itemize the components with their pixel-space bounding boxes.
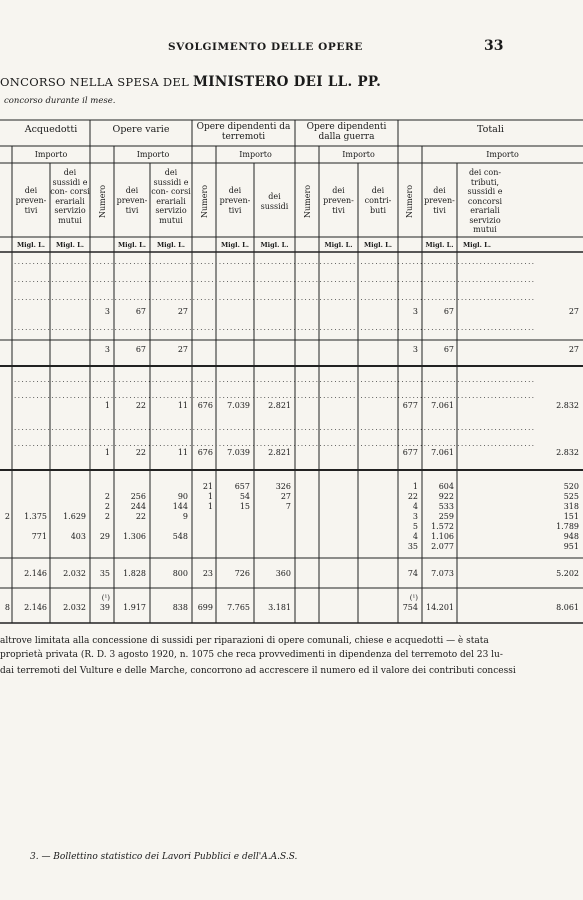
leader-dots: ............................................................................................................................................ bbox=[14, 294, 536, 302]
cell-tot-varie-note: (¹) bbox=[101, 594, 110, 602]
cell-r1-tot-contributi: 27 bbox=[568, 307, 579, 316]
detail-cell-terr-2: 7 bbox=[285, 502, 291, 511]
cell-r3-tot-contributi: 2.832 bbox=[556, 401, 579, 410]
detail-cell-terr-2: 27 bbox=[280, 492, 291, 501]
cell-r2-varie-preventivi: 67 bbox=[135, 345, 146, 354]
page-number: 33 bbox=[484, 38, 504, 54]
leader-dots: ............................................................................................................................................ bbox=[14, 324, 536, 332]
table-title bbox=[0, 74, 381, 90]
detail-cell-tot-1: 1.572 bbox=[431, 522, 454, 531]
cell-sub-tot-numero: 74 bbox=[407, 569, 418, 578]
importo-terremoti: Importo bbox=[239, 150, 272, 159]
detail-cell-tot-1: 533 bbox=[438, 502, 454, 511]
cell-r3-tot-preventivi: 7.061 bbox=[431, 401, 454, 410]
cell-r4-terr-preventivi: 7.039 bbox=[227, 448, 250, 457]
unit-tot-2: Migl. L. bbox=[462, 241, 492, 249]
detail-cell-tot-2: 1.789 bbox=[556, 522, 579, 531]
unit-terr-1: Migl. L. bbox=[220, 241, 250, 249]
detail-cell-tot-1: 604 bbox=[438, 482, 454, 491]
detail-cell-tot-1: 259 bbox=[438, 512, 454, 521]
unit-terr-2: Migl. L. bbox=[260, 241, 289, 249]
detail-cell-varie-0: 2 bbox=[104, 492, 110, 501]
detail-cell-terr-1: 15 bbox=[239, 502, 250, 511]
cell-sub-varie-numero: 35 bbox=[99, 569, 110, 578]
detail-cell-varie-2: 548 bbox=[172, 532, 188, 541]
unit-tot-1: Migl. L. bbox=[425, 241, 454, 249]
numero-guerra: Numero bbox=[303, 184, 312, 218]
cell-tot-terr-numero: 699 bbox=[197, 603, 213, 612]
cell-tot-terr-sussidi: 3.181 bbox=[268, 603, 291, 612]
cell-sub-acq-preventivi: 2.146 bbox=[24, 569, 47, 578]
cell-tot-tot-numero: 754 bbox=[402, 603, 418, 612]
col-guerra-contributi: dei contri- buti bbox=[364, 186, 392, 215]
cell-r3-terr-sussidi: 2.821 bbox=[268, 401, 291, 410]
detail-cell-varie-2: 90 bbox=[177, 492, 188, 501]
unit-acq-2: Migl. L. bbox=[55, 241, 85, 249]
cell-r1-tot-numero: 3 bbox=[412, 307, 418, 316]
detail-cell-tot-2: 151 bbox=[563, 512, 579, 521]
group-opere-varie: Opere varie bbox=[112, 124, 170, 135]
cell-r3-terr-preventivi: 7.039 bbox=[227, 401, 250, 410]
cell-r2-varie-sussidi: 27 bbox=[177, 345, 188, 354]
detail-cell-varie-1: 244 bbox=[130, 502, 146, 511]
group-totali: Totali bbox=[477, 124, 504, 135]
cell-r4-varie-numero: 1 bbox=[104, 448, 110, 457]
detail-cell-tot-0: 1 bbox=[412, 482, 418, 491]
cell-sub-acq-sussidi: 2.032 bbox=[63, 569, 86, 578]
group-guerra: Opere dipendenti dalla guerra bbox=[306, 122, 387, 142]
statistics-table bbox=[0, 118, 583, 628]
col-varie-sussidi: dei sussidi e con- corsi erariali servizio mutui bbox=[151, 168, 191, 225]
leader-dots: ............................................................................................................................................ bbox=[14, 376, 536, 384]
cell-sub-terr-preventivi: 726 bbox=[234, 569, 250, 578]
footnote-line-3: dai terremoti del Vulture e delle Marche, concorrono ad accrescere il numero ed il valore dei contributi concessi bbox=[0, 666, 516, 676]
cell-r4-tot-contributi: 2.832 bbox=[556, 448, 579, 457]
running-title: SVOLGIMENTO DELLE OPERE bbox=[168, 41, 363, 53]
cell-r4-terr-sussidi: 2.821 bbox=[268, 448, 291, 457]
col-terr-preventivi: dei preven- tivi bbox=[219, 186, 251, 215]
cell-r1-varie-numero: 3 bbox=[104, 307, 110, 316]
detail-cell-acq-1: 1.375 bbox=[24, 512, 47, 521]
detail-cell-acq-0: 2 bbox=[4, 512, 10, 521]
cell-r2-varie-numero: 3 bbox=[104, 345, 110, 354]
detail-cell-tot-0: 5 bbox=[412, 522, 418, 531]
cell-r4-terr-numero: 676 bbox=[197, 448, 213, 457]
col-tot-preventivi: dei preven- tivi bbox=[424, 186, 455, 215]
col-acq-sussidi: dei sussidi e con- corsi erariali servizio mutui bbox=[50, 168, 90, 225]
detail-cell-terr-1: 657 bbox=[234, 482, 250, 491]
detail-cell-tot-0: 22 bbox=[407, 492, 418, 501]
cell-sub-terr-numero: 23 bbox=[202, 569, 213, 578]
detail-cell-tot-2: 948 bbox=[563, 532, 579, 541]
leader-dots: ............................................................................................................................................ bbox=[14, 276, 536, 284]
cell-r1-varie-preventivi: 67 bbox=[135, 307, 146, 316]
leader-dots: ............................................................................................................................................ bbox=[14, 424, 536, 432]
cell-r1-varie-sussidi: 27 bbox=[177, 307, 188, 316]
col-varie-preventivi: dei preven- tivi bbox=[116, 186, 148, 215]
detail-cell-tot-2: 525 bbox=[563, 492, 579, 501]
detail-cell-tot-0: 3 bbox=[412, 512, 418, 521]
cell-r3-varie-sussidi: 11 bbox=[177, 401, 188, 410]
detail-cell-tot-1: 2.077 bbox=[431, 542, 454, 551]
unit-acq-1: Migl. L. bbox=[16, 241, 46, 249]
unit-guerra-2: Migl. L. bbox=[363, 241, 393, 249]
detail-cell-varie-0: 2 bbox=[104, 502, 110, 511]
detail-cell-tot-0: 4 bbox=[412, 502, 418, 511]
leader-dots: ............................................................................................................................................ bbox=[14, 392, 536, 400]
cell-tot-varie-sussidi: 838 bbox=[172, 603, 188, 612]
cell-r3-tot-numero: 677 bbox=[402, 401, 418, 410]
cell-tot-acq-numero: 8 bbox=[4, 603, 10, 612]
detail-cell-tot-0: 35 bbox=[407, 542, 418, 551]
col-acq-preventivi: dei preven- tivi bbox=[15, 186, 47, 215]
footnote-line-2: proprietà privata (R. D. 3 agosto 1920, n. 1075 che reca provvedimenti in dipendenza del terremoto del 23 lu- bbox=[0, 650, 503, 660]
detail-cell-varie-2: 9 bbox=[182, 512, 188, 521]
numero-terremoti: Numero bbox=[200, 184, 209, 218]
detail-cell-terr-0: 21 bbox=[202, 482, 213, 491]
table-subtitle: concorso durante il mese. bbox=[4, 96, 116, 106]
detail-cell-varie-0: 29 bbox=[99, 532, 110, 541]
cell-r2-tot-preventivi: 67 bbox=[443, 345, 454, 354]
cell-r3-varie-numero: 1 bbox=[104, 401, 110, 410]
cell-r4-varie-sussidi: 11 bbox=[177, 448, 188, 457]
cell-tot-varie-numero: 39 bbox=[99, 603, 110, 612]
cell-r3-varie-preventivi: 22 bbox=[135, 401, 146, 410]
cell-tot-terr-preventivi: 7.765 bbox=[227, 603, 250, 612]
cell-tot-acq-sussidi: 2.032 bbox=[63, 603, 86, 612]
cell-r1-tot-preventivi: 67 bbox=[443, 307, 454, 316]
table-title-prefix: ONCORSO NELLA SPESA DEL bbox=[0, 75, 193, 89]
group-acquedotti: Acquedotti bbox=[24, 124, 78, 135]
cell-r4-tot-preventivi: 7.061 bbox=[431, 448, 454, 457]
unit-varie-1: Migl. L. bbox=[117, 241, 147, 249]
cell-r2-tot-numero: 3 bbox=[412, 345, 418, 354]
detail-cell-acq-2: 403 bbox=[70, 532, 86, 541]
detail-cell-varie-0: 2 bbox=[104, 512, 110, 521]
detail-cell-varie-1: 256 bbox=[130, 492, 146, 501]
detail-cell-tot-2: 951 bbox=[563, 542, 579, 551]
detail-cell-varie-1: 22 bbox=[135, 512, 146, 521]
leader-dots: ............................................................................................................................................ bbox=[14, 258, 536, 266]
cell-tot-tot-note: (¹) bbox=[409, 594, 418, 602]
col-terr-sussidi: dei sussidi bbox=[260, 192, 289, 211]
importo-acquedotti: Importo bbox=[34, 150, 68, 159]
detail-cell-tot-1: 922 bbox=[438, 492, 454, 501]
detail-cell-terr-0: 1 bbox=[207, 492, 213, 501]
importo-guerra: Importo bbox=[342, 150, 375, 159]
detail-cell-terr-2: 326 bbox=[275, 482, 291, 491]
detail-cell-acq-2: 1.629 bbox=[63, 512, 86, 521]
cell-r3-terr-numero: 676 bbox=[197, 401, 213, 410]
detail-cell-tot-1: 1.106 bbox=[431, 532, 454, 541]
cell-sub-varie-sussidi: 800 bbox=[172, 569, 188, 578]
detail-cell-tot-2: 520 bbox=[563, 482, 579, 491]
col-guerra-preventivi: dei preven- tivi bbox=[323, 186, 354, 215]
numero-totali: Numero bbox=[405, 184, 414, 218]
cell-tot-tot-preventivi: 14.201 bbox=[426, 603, 454, 612]
detail-cell-varie-2: 144 bbox=[172, 502, 188, 511]
group-terremoti: Opere dipendenti da terremoti bbox=[196, 122, 291, 142]
numero-opere-varie: Numero bbox=[98, 184, 107, 218]
detail-cell-varie-1: 1.306 bbox=[123, 532, 146, 541]
detail-cell-tot-0: 4 bbox=[412, 532, 418, 541]
footnote-line-1: altrove limitata alla concessione di sussidi per riparazioni di opere comunali, chiese e acquedotti — è stata bbox=[0, 636, 489, 646]
cell-r2-tot-contributi: 27 bbox=[568, 345, 579, 354]
importo-totali: Importo bbox=[486, 150, 519, 159]
table-title-ministry: MINISTERO DEI LL. PP. bbox=[193, 74, 382, 90]
cell-sub-tot-contributi: 5.202 bbox=[556, 569, 579, 578]
col-tot-contributi: dei con- tributi, sussidi e concorsi erariali servizio mutui bbox=[467, 168, 503, 234]
cell-sub-terr-sussidi: 360 bbox=[275, 569, 291, 578]
cell-tot-varie-preventivi: 1.917 bbox=[123, 603, 146, 612]
cell-sub-varie-preventivi: 1.828 bbox=[123, 569, 146, 578]
unit-varie-2: Migl. L. bbox=[156, 241, 186, 249]
cell-sub-tot-preventivi: 7.073 bbox=[431, 569, 454, 578]
unit-guerra-1: Migl. L. bbox=[324, 241, 353, 249]
cell-tot-acq-preventivi: 2.146 bbox=[24, 603, 47, 612]
importo-opere-varie: Importo bbox=[136, 150, 170, 159]
detail-cell-terr-0: 1 bbox=[207, 502, 213, 511]
detail-cell-tot-2: 318 bbox=[563, 502, 579, 511]
detail-cell-terr-1: 54 bbox=[239, 492, 250, 501]
cell-r4-tot-numero: 677 bbox=[402, 448, 418, 457]
leader-dots: ............................................................................................................................................ bbox=[14, 440, 536, 448]
bottom-reference: 3. — Bollettino statistico dei Lavori Pubblici e dell'A.A.S.S. bbox=[30, 852, 298, 862]
cell-r4-varie-preventivi: 22 bbox=[135, 448, 146, 457]
cell-tot-tot-contributi: 8.061 bbox=[556, 603, 579, 612]
detail-cell-acq-1: 771 bbox=[31, 532, 47, 541]
